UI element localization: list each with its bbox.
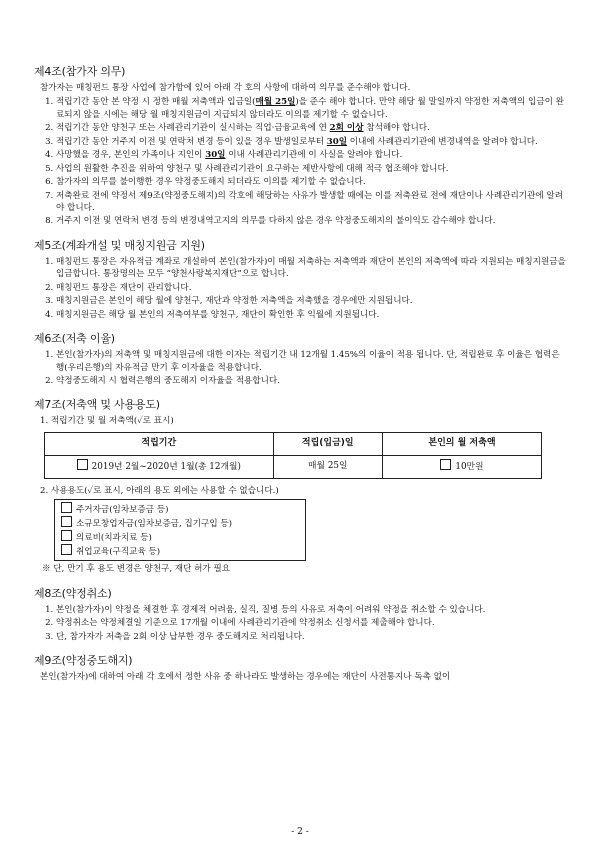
- article-6: [34, 331, 566, 387]
- page-number: - 2 -: [291, 827, 309, 837]
- list-item: 3. 단, 참가자가 저축을 2회 이상 납부한 경우 중도해지로 처리됩니다.: [56, 631, 566, 643]
- article-9-title: 제9조(약정중도해지): [34, 654, 133, 668]
- usage-label: 주거자금(임차보증금 등): [76, 505, 169, 516]
- usage-checkbox[interactable]: [61, 516, 72, 527]
- usage-label: 소규모창업자금(임차보증금, 집기구입 등): [76, 519, 233, 530]
- emphasis: 30일: [205, 150, 226, 161]
- list-item: 1. 본인(참가자)이 약정을 체결한 후 경제적 어려움, 실직, 질병 등의 사유로 저축이 어려워 약정을 취소할 수 있습니다.: [56, 604, 566, 616]
- usage-label: 취업교육(구직교육 등): [76, 547, 161, 558]
- usage-label: 의료비(치과치료 등): [76, 533, 152, 544]
- usage-option: [61, 530, 299, 544]
- article-4-title: 제4조(참가자 의무): [34, 65, 126, 78]
- usage-option: [61, 516, 299, 530]
- list-item: 3. 매칭지원금은 본인이 해당 월에 양천구, 재단과 약정한 저축액을 저축했을 경우에만 지원됩니다.: [56, 295, 566, 307]
- usage-option: [61, 544, 299, 558]
- day-cell: 매월 25일: [273, 455, 382, 478]
- article-6-title: 제6조(저축 이율): [34, 332, 115, 346]
- emphasis: 30일: [326, 136, 348, 147]
- period-value: 2019년 2월~2020년 1월(총 12개월): [91, 462, 241, 473]
- list-item: 2. 적립기간 동안 양천구 또는 사례관리기관이 실시하는 직업·금융교육에 연 2회 이상 참석해야 합니다.: [56, 122, 566, 134]
- article-5-title: 제5조(계좌개설 및 매칭지원금 지원): [34, 238, 205, 252]
- article-7: [34, 397, 566, 575]
- list-item: 2. 매칭펀드 통장은 재단이 관리합니다.: [56, 282, 566, 294]
- list-item: 3. 적립기간 동안 거주지 이전 및 연락처 변경 등이 있을 경우 발생일로부터 30일 이내에 사례관리기관에 변경내역을 알려야 합니다.: [56, 136, 566, 148]
- amount-checkbox[interactable]: [440, 459, 451, 470]
- list-item: 8. 거주지 이전 및 연락처 변경 등의 변경내역고지의 의무를 다하지 않은 경우 약정중도해지의 불이익도 감수해야 합니다.: [56, 215, 566, 227]
- article-7-note: ※ 단, 만기 후 용도 변경은 양천구, 재단 허가 필요: [42, 564, 231, 575]
- article-8-list: [34, 604, 566, 643]
- document-page: [34, 64, 566, 694]
- emphasis: 매월 25일: [255, 97, 296, 108]
- list-item: 1. 매칭펀드 통장은 자유적금 계좌로 개설하여 본인(참가자)이 매월 저축하는 저축액과 재단이 본인의 저축액에 따라 지원되는 매칭지원금을 입금합니다. 통장명의는 모두 “양천사랑복지재단”으로 합니다.: [56, 256, 566, 281]
- article-5: [34, 238, 566, 321]
- article-5-list: [34, 256, 566, 321]
- list-item: 6. 참가자의 의무를 불이행한 경우 약정중도해지 되더라도 이의를 제기할 수 없습니다.: [56, 176, 566, 188]
- article-9: [34, 653, 566, 683]
- article-9-intro: 본인(참가자)에 대하여 아래 각 호에서 정한 사유 중 하나라도 발생하는 경우에는 재단이 사전통지나 독촉 없이: [40, 672, 451, 683]
- amount-cell: [382, 455, 541, 478]
- list-item: 4. 사망했을 경우, 본인의 가족이나 지인이 30일 이내 사례관리기관에 이 사실을 알려야 합니다.: [56, 149, 566, 161]
- list-item: 7. 저축완료 전에 약정서 제9조(약정중도해지)의 각호에 해당하는 사유가 발생할 때에는 이를 저축완료 전에 재단이나 사례관리기관에 알려야 합니다.: [56, 190, 566, 215]
- article-7-title: 제7조(저축액 및 사용용도): [34, 398, 160, 412]
- usage-option: [61, 502, 299, 516]
- list-item: 2. 약정취소는 약정체결일 기준으로 17개월 이내에 사례관리기관에 약정취소 신청서를 제출해야 합니다.: [56, 617, 566, 629]
- emphasis: 2회 이상: [329, 123, 364, 134]
- usage-checkbox[interactable]: [61, 544, 72, 555]
- article-4: [34, 64, 566, 228]
- usage-checkbox[interactable]: [61, 530, 72, 541]
- list-item: 1. 본인(참가자)의 저축액 및 매칭지원금에 대한 이자는 적립기간 내 12개월 1.45%의 이율이 적용 됩니다. 단, 적립완료 후 이율은 협력은행(우리은행)의 자유적금 만기 후 이자율을 적용합니다.: [56, 349, 566, 374]
- article-7-sub2: 2. 사용용도(✓로 표시, 아래의 용도 외에는 사용할 수 없습니다.): [40, 485, 279, 496]
- article-4-list: [34, 96, 566, 228]
- list-item: 1. 적립기간 동안 본 약정 시 정한 매월 저축액과 입금일(매월 25일)을 준수 해야 합니다. 만약 해당 월 말일까지 약정한 저축액의 입금이 완료되지 않을 시에는 해당 월 매칭지원금이 지급되지 않더라도 이의를 제기할 수 없습니다.: [56, 96, 566, 121]
- article-7-sub1: 1. 적립기간 및 월 저축액(✓로 표시): [40, 416, 174, 427]
- article-8: [34, 586, 566, 643]
- usage-options-box: [54, 499, 306, 561]
- list-item: 4. 매칭지원금은 해당 월 본인의 저축여부를 양천구, 재단이 확인한 후 익월에 지원됩니다.: [56, 309, 566, 321]
- list-item: 2. 약정중도해지 시 협력은행의 중도해지 이자율을 적용합니다.: [56, 375, 566, 387]
- table-header-day: 적립(입금)일: [273, 432, 382, 455]
- period-checkbox[interactable]: [77, 459, 88, 470]
- table-header-period: 적립기간: [45, 432, 274, 455]
- article-6-list: [34, 349, 566, 387]
- list-item: 5. 사업의 원활한 추진을 위하여 양천구 및 사례관리기관이 요구하는 제반사항에 대해 적극 협조해야 합니다.: [56, 163, 566, 175]
- amount-value: 10만원: [455, 462, 484, 473]
- period-cell: [45, 455, 274, 478]
- article-4-intro: 참가자는 매칭펀드 통장 사업에 참가함에 있어 아래 각 호의 사항에 대하여 의무를 준수해야 합니다.: [40, 82, 411, 93]
- article-8-title: 제8조(약정취소): [34, 586, 112, 600]
- table-header-amount: 본인의 월 저축액: [382, 432, 541, 455]
- usage-checkbox[interactable]: [61, 502, 72, 513]
- contribution-table: [44, 432, 542, 479]
